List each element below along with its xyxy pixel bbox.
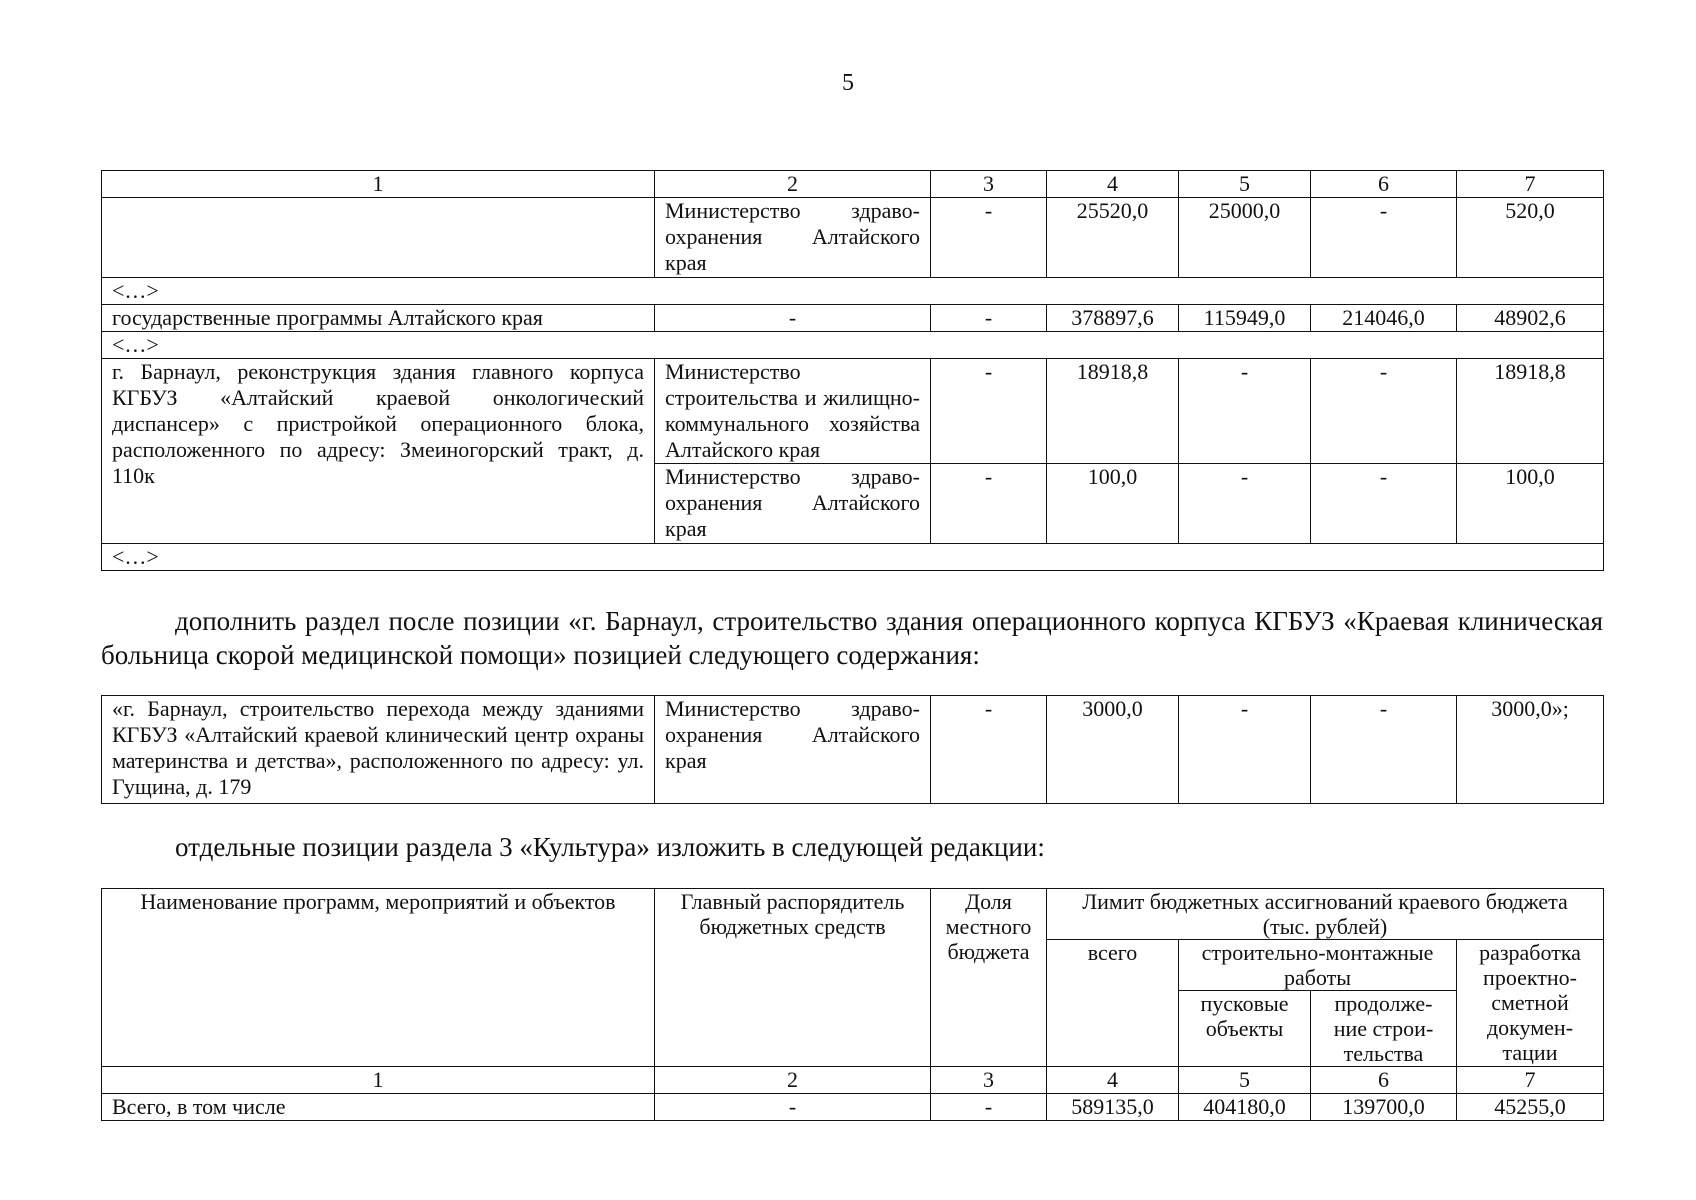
name-cell — [102, 198, 655, 278]
launch-cell: - — [1179, 464, 1311, 544]
total-cell: 100,0 — [1047, 464, 1179, 544]
paragraph-amendment: дополнить раздел после позиции «г. Барнаул, строительство здания операционного корпуса КГБУЗ «Краевая клиническая больница скорой медицинской помощи» позицией следующего содержания: — [101, 606, 1603, 670]
ellipsis: <…> — [102, 544, 1604, 571]
col-number: 1 — [102, 171, 655, 198]
design-cell: 3000,0»; — [1457, 696, 1604, 804]
total-cell: 3000,0 — [1047, 696, 1179, 804]
table-new-position — [101, 695, 1604, 804]
name-cell: «г. Барнаул, строительство перехода между зданиями КГБУЗ «Алтайский краевой клинический центр охраны материнства и детства», расположенного по адресу: ул. Гущина, д. 179 — [102, 696, 655, 804]
total-cell: 18918,8 — [1047, 359, 1179, 464]
total-cell: 378897,6 — [1047, 305, 1179, 332]
col-number: 5 — [1179, 1067, 1311, 1094]
name-cell: государственные программы Алтайского края — [102, 305, 655, 332]
local-share-cell: - — [931, 305, 1047, 332]
name-cell: г. Барнаул, реконструкция здания главного корпуса КГБУЗ «Алтайский краевой онкологический диспансер» с пристройкой операционного блока, расположенного по адресу: Змеиногорский тракт, д. 110к — [102, 359, 655, 544]
header-design: разработка проектно-сметной докумен-тации — [1457, 940, 1604, 1067]
col-number: 2 — [655, 171, 931, 198]
total-cell: 25520,0 — [1047, 198, 1179, 278]
col-number: 3 — [931, 1067, 1047, 1094]
design-cell: 100,0 — [1457, 464, 1604, 544]
col-number: 4 — [1047, 171, 1179, 198]
col-number: 6 — [1311, 171, 1457, 198]
design-cell: 18918,8 — [1457, 359, 1604, 464]
ellipsis-row — [102, 278, 1604, 305]
continue-cell: - — [1311, 696, 1457, 804]
table-row — [102, 696, 1604, 804]
column-number-row — [102, 1067, 1604, 1094]
ellipsis: <…> — [102, 278, 1604, 305]
col-number: 3 — [931, 171, 1047, 198]
continue-cell: - — [1311, 464, 1457, 544]
header-construction: строительно-монтажные работы — [1179, 940, 1457, 991]
distributor-cell: Министерство строительства и жилищно-коммунального хозяйства Алтайского края — [655, 359, 931, 464]
total-cell: 589135,0 — [1047, 1094, 1179, 1121]
local-share-cell: - — [931, 359, 1047, 464]
col-number: 7 — [1457, 171, 1604, 198]
ellipsis-row — [102, 544, 1604, 571]
paragraph-culture: отдельные позиции раздела 3 «Культура» изложить в следующей редакции: — [175, 832, 1045, 862]
design-cell: 45255,0 — [1457, 1094, 1604, 1121]
design-cell: 520,0 — [1457, 198, 1604, 278]
header-total: всего — [1047, 940, 1179, 1067]
continue-cell: - — [1311, 359, 1457, 464]
launch-cell: - — [1179, 696, 1311, 804]
header-local-share: Доля местного бюджета — [931, 889, 1047, 1067]
table-row — [102, 359, 1604, 464]
col-number: 2 — [655, 1067, 931, 1094]
header-launch: пусковые объекты — [1179, 991, 1311, 1067]
header-name: Наименование программ, мероприятий и объектов — [102, 889, 655, 1067]
local-share-cell: - — [931, 696, 1047, 804]
ellipsis-row — [102, 332, 1604, 359]
design-cell: 48902,6 — [1457, 305, 1604, 332]
col-number: 5 — [1179, 171, 1311, 198]
table-continuation — [101, 170, 1604, 571]
table-row — [102, 198, 1604, 278]
col-number: 1 — [102, 1067, 655, 1094]
col-number: 6 — [1311, 1067, 1457, 1094]
page-number: 5 — [842, 70, 854, 96]
table-culture — [101, 888, 1604, 1121]
continue-cell: 139700,0 — [1311, 1094, 1457, 1121]
launch-cell: 115949,0 — [1179, 305, 1311, 332]
col-number: 7 — [1457, 1067, 1604, 1094]
continue-cell: 214046,0 — [1311, 305, 1457, 332]
local-share-cell: - — [931, 464, 1047, 544]
launch-cell: 25000,0 — [1179, 198, 1311, 278]
header-continue: продолже-ние строи-тельства — [1311, 991, 1457, 1067]
local-share-cell: - — [931, 1094, 1047, 1121]
continue-cell: - — [1311, 198, 1457, 278]
col-number: 4 — [1047, 1067, 1179, 1094]
column-number-row — [102, 171, 1604, 198]
table-row — [102, 1094, 1604, 1121]
launch-cell: - — [1179, 359, 1311, 464]
launch-cell: 404180,0 — [1179, 1094, 1311, 1121]
header-row — [102, 889, 1604, 940]
distributor-cell: Министерство здраво-охранения Алтайского края — [655, 696, 931, 804]
distributor-cell: Министерство здраво-охранения Алтайского края — [655, 464, 931, 544]
distributor-cell: - — [655, 305, 931, 332]
distributor-cell: Министерство здраво- охранения Алтайского края — [655, 198, 931, 278]
header-distributor: Главный распорядитель бюджетных средств — [655, 889, 931, 1067]
table-row — [102, 305, 1604, 332]
local-share-cell: - — [931, 198, 1047, 278]
distributor-cell: - — [655, 1094, 931, 1121]
header-budget-limit: Лимит бюджетных ассигнований краевого бюджета (тыс. рублей) — [1047, 889, 1604, 940]
name-cell: Всего, в том числе — [102, 1094, 655, 1121]
ellipsis: <…> — [102, 332, 1604, 359]
